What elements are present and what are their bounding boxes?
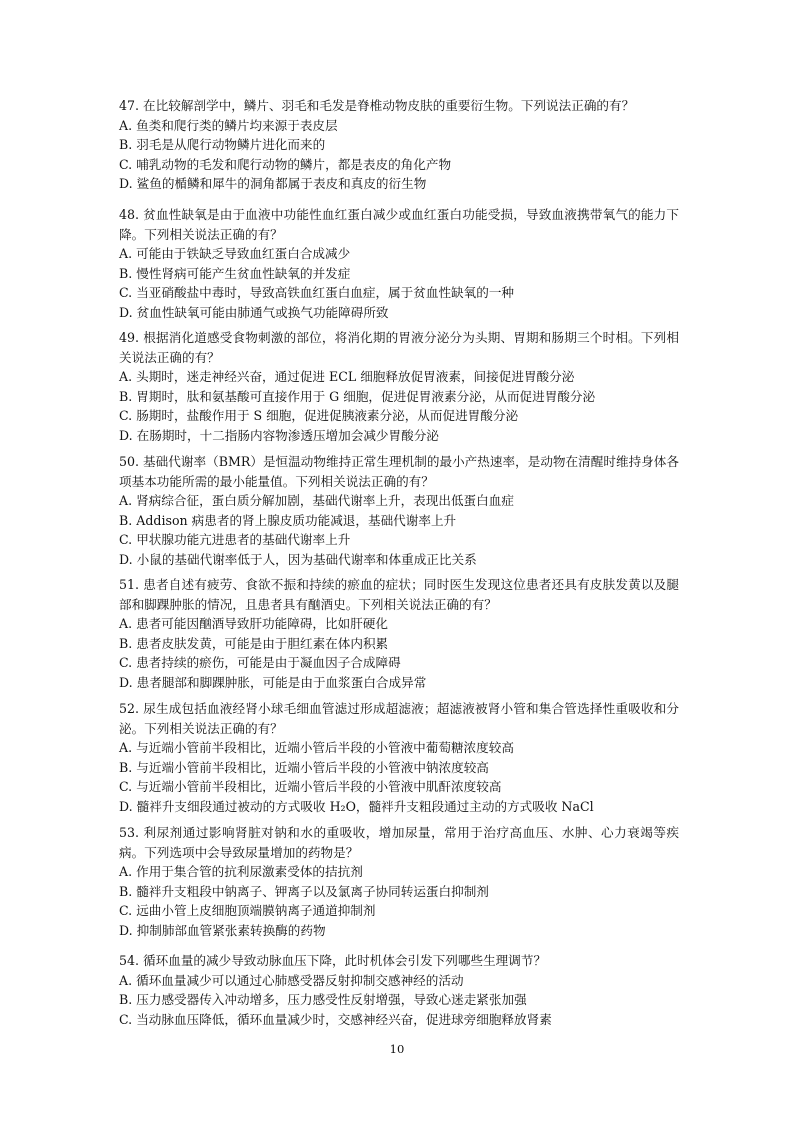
option-c: C. 当亚硝酸盐中毒时，导致高铁血红蛋白血症，属于贫血性缺氧的一种 xyxy=(119,285,515,301)
question-stem: 48. 贫血性缺氧是由于血液中功能性血红蛋白减少或血红蛋白功能受损，导致血液携带氧气的能力下降。下列相关说法正确的有？ xyxy=(119,207,679,242)
question-53 xyxy=(119,823,679,941)
option-c: C. 肠期时，盐酸作用于 S 细胞，促进促胰液素分泌，从而促进胃酸分泌 xyxy=(119,408,519,424)
option-a: A. 患者可能因酗酒导致肝功能障碍，比如肝硬化 xyxy=(119,616,388,632)
option-a: A. 肾病综合征，蛋白质分解加剧，基础代谢率上升，表现出低蛋白血症 xyxy=(119,493,514,509)
option-a: A. 循环血量减少可以通过心肺感受器反射抑制交感神经的活动 xyxy=(119,972,464,988)
question-54 xyxy=(119,951,679,1029)
question-49 xyxy=(119,328,679,446)
option-a: A. 鱼类和爬行类的鳞片均来源于表皮层 xyxy=(119,117,338,133)
option-c: C. 甲状腺功能亢进患者的基础代谢率上升 xyxy=(119,532,351,548)
option-a: A. 可能由于铁缺乏导致血红蛋白合成减少 xyxy=(119,246,351,262)
option-d: D. 小鼠的基础代谢率低于人，因为基础代谢率和体重成正比关系 xyxy=(119,551,477,567)
option-b: B. 胃期时，肽和氨基酸可直接作用于 G 细胞，促进促胃液素分泌，从而促进胃酸分泌 xyxy=(119,388,596,404)
question-51 xyxy=(119,575,679,693)
page-number: 10 xyxy=(389,1042,405,1056)
option-b: B. 羽毛是从爬行动物鳞片进化而来的 xyxy=(119,137,326,153)
option-b: B. 慢性肾病可能产生贫血性缺氧的并发症 xyxy=(119,265,351,281)
option-d: D. 抑制肺部血管紧张素转换酶的药物 xyxy=(119,922,326,938)
option-d: D. 髓袢升支细段通过被动的方式吸收 H₂O，髓袢升支粗段通过主动的方式吸收 NaCl xyxy=(119,798,594,814)
question-stem: 53. 利尿剂通过影响肾脏对钠和水的重吸收，增加尿量，常用于治疗高血压、水肿、心力衰竭等疾病。下列选项中会导致尿量增加的药物是？ xyxy=(119,825,679,860)
option-d: D. 在肠期时，十二指肠内容物渗透压增加会减少胃酸分泌 xyxy=(119,427,439,443)
question-stem: 51. 患者自述有疲劳、食欲不振和持续的瘀血的症状；同时医生发现这位患者还具有皮肤发黄以及腿部和脚踝肿胀的情况，且患者具有酗酒史。下列相关说法正确的有？ xyxy=(119,577,679,612)
question-stem: 52. 尿生成包括血液经肾小球毛细血管滤过形成超滤液；超滤液被肾小管和集合管选择性重吸收和分泌。下列相关说法正确的有？ xyxy=(119,701,679,736)
option-d: D. 贫血性缺氧可能由肺通气或换气功能障碍所致 xyxy=(119,304,389,320)
option-b: B. Addison 病患者的肾上腺皮质功能减退，基础代谢率上升 xyxy=(119,512,457,528)
option-a: A. 与近端小管前半段相比，近端小管后半段的小管液中葡萄糖浓度较高 xyxy=(119,740,514,756)
option-d: D. 患者腿部和脚踝肿胀，可能是由于血浆蛋白合成异常 xyxy=(119,674,427,690)
option-a: A. 头期时，迷走神经兴奋，通过促进 ECL 细胞释放促胃液素，间接促进胃酸分泌 xyxy=(119,369,575,385)
option-c: C. 患者持续的瘀伤，可能是由于凝血因子合成障碍 xyxy=(119,655,401,671)
question-48 xyxy=(119,205,679,323)
option-c: C. 当动脉血压降低，循环血量减少时，交感神经兴奋，促进球旁细胞释放肾素 xyxy=(119,1011,552,1027)
question-47 xyxy=(119,96,679,194)
option-b: B. 与近端小管前半段相比，近端小管后半段的小管液中钠浓度较高 xyxy=(119,759,489,775)
option-b: B. 压力感受器传入冲动增多，压力感受性反射增强，导致心迷走紧张加强 xyxy=(119,992,527,1008)
option-c: C. 哺乳动物的毛发和爬行动物的鳞片，都是表皮的角化产物 xyxy=(119,156,452,172)
option-d: D. 鲨鱼的楯鳞和犀牛的洞角都属于表皮和真皮的衍生物 xyxy=(119,176,427,192)
option-c: C. 远曲小管上皮细胞顶端膜钠离子通道抑制剂 xyxy=(119,903,376,919)
option-b: B. 髓袢升支粗段中钠离子、钾离子以及氯离子协同转运蛋白抑制剂 xyxy=(119,883,489,899)
question-stem: 54. 循环血量的减少导致动脉血压下降，此时机体会引发下列哪些生理调节？ xyxy=(119,953,547,968)
option-a: A. 作用于集合管的抗利尿激素受体的拮抗剂 xyxy=(119,864,363,880)
question-stem: 47. 在比较解剖学中，鳞片、羽毛和毛发是脊椎动物皮肤的重要衍生物。下列说法正确的有？ xyxy=(119,98,635,113)
question-52 xyxy=(119,699,679,817)
option-c: C. 与近端小管前半段相比，近端小管后半段的小管液中肌酐浓度较高 xyxy=(119,779,502,795)
question-stem: 49. 根据消化道感受食物刺激的部位，将消化期的胃液分泌分为头期、胃期和肠期三个时相。下列相关说法正确的有？ xyxy=(119,330,679,365)
question-50 xyxy=(119,452,679,570)
option-b: B. 患者皮肤发黄，可能是由于胆红素在体内积累 xyxy=(119,635,389,651)
question-stem: 50. 基础代谢率（BMR）是恒温动物维持正常生理机制的最小产热速率，是动物在清醒时维持身体各项基本功能所需的最小能量值。下列相关说法正确的有？ xyxy=(119,454,679,489)
